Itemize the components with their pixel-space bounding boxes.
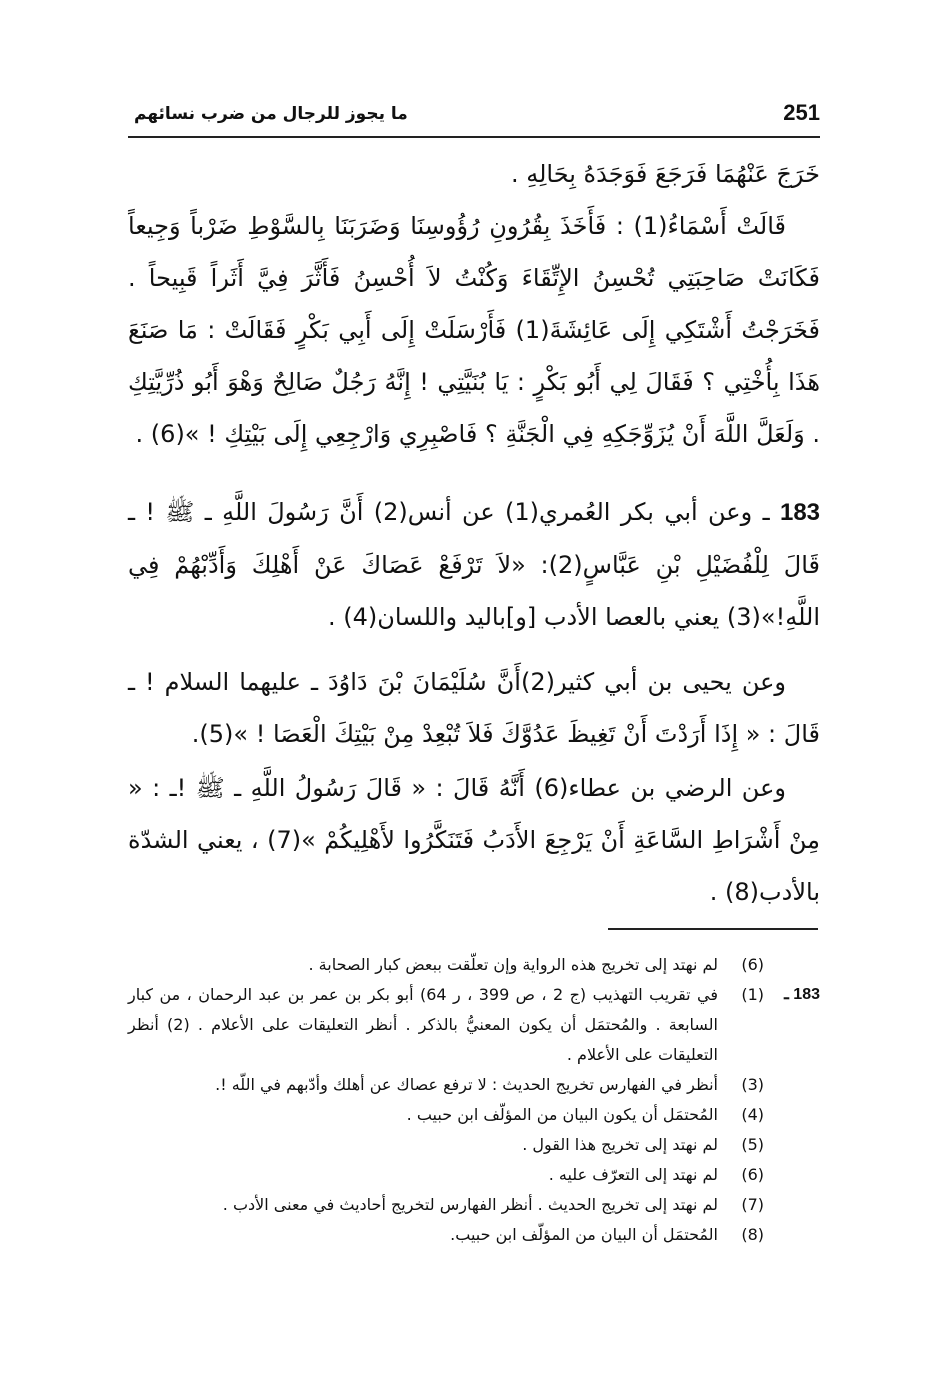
footnote-row [128,1100,820,1130]
footnote-row [128,1190,820,1220]
footnote-text: لم نهتد إلى التعرّف عليه . [548,1165,718,1184]
footnote-row [128,1070,820,1100]
footnote-text: في تقريب التهذيب (ج 2 ، ص 399 ، ر 64) أبو بكر بن عمر بن عبد الرحمان ، من كبار السابعة . والمُحتمَل أن يكون المعنيُّ بالذكر . أنظر التعليقات على الأعلام . (2) أنظر التعليقات على الأعلام . [128,985,719,1064]
hadith-number: 183 [779,499,821,526]
footnote-row [128,1160,820,1190]
footnote-text: أنظر في الفهارس تخريج الحديث : لا ترفع عصاك عن أهلك وأدّبهم في اللّه !. [215,1075,718,1094]
footnote-number: (6) [741,1165,764,1184]
footnote-group: 183 ـ [784,986,820,1003]
footnote-text: لم نهتد إلى تخريج هذه الرواية وإن تعلّقت ببعض كبار الصحابة . [308,955,718,974]
footnote-number: (6) [741,955,764,974]
page-header [128,96,820,138]
footnote-row [128,950,820,980]
footnote-text: المُحتمَل أن يكون البيان من المؤلّف ابن حبيب . [406,1105,718,1124]
asma-paragraph: قَالَتْ أَسْمَاءُ(1) : فَأَخَذَ بِقُرُونِ رُؤُوسِنَا وَضَرَبَنَا بِالسَّوْطِ ضَرْباً وَجِيعاً فَكَانَتْ صَاحِبَتِي تُحْسِنُ الإِتِّقَاءَ وَكُنْتُ لاَ أُحْسِنُ فَأَثَّرَ فِيَّ أَثَراً قَبِيحاً . فَخَرَجْتُ أَشْتَكِي إِلَى عَائِشَةَ(1) فَأَرْسَلَتْ إِلَى أَبِي بَكْرٍ فَقَالَتْ : مَا صَنَعَ هَذَا بِأُخْتِي ؟ فَقَالَ لِي أَبُو بَكْرٍ : يَا بُنَيَّتِي ! إِنَّهُ رَجُلٌ صَالِحٌ وَهْوَ أَبُو ذُرِّيَّتِكِ . وَلَعَلَّ اللَّهَ أَنْ يُزَوِّجَكِهِ فِي الْجَنَّةِ ؟ فَاصْبِرِي وَارْجِعِي إِلَى بَيْتِكِ ! »(6) . [128,212,820,448]
footnote-text: لم نهتد إلى تخريج الحديث . أنظر الفهارس لتخريج أحاديث في معنى الأدب . [222,1195,718,1214]
footnote-text: المُحتمَل أن البيان من المؤلّف ابن حبيب. [450,1225,718,1244]
footnote-row [128,1220,820,1250]
footnote-row [128,980,820,1070]
footnote-number: (7) [741,1195,764,1214]
footnote-number: (5) [741,1135,764,1154]
footnote-row [128,1130,820,1160]
continuation-line: خَرَجَ عَنْهُمَا فَرَجَعَ فَوَجَدَهُ بِحَالِهِ . [510,160,820,188]
ridi-paragraph: وعن الرضي بن عطاء(6) أَنَّهُ قَالَ : « قَالَ رَسُولُ اللَّهِ ـ ﷺ !ـ : « مِنْ أَشْرَاطِ السَّاعَةِ أَنْ يَرْجِعَ الأَدَبُ فَتَنَكَّرُوا لأَهْلِيكُمْ »(7) ، يعني الشدّة بالأدب(8) . [128,774,821,906]
footnote-text: لم نهتد إلى تخريج هذا القول . [522,1135,718,1154]
hadith-183-paragraph [128,486,820,643]
footnotes [128,950,820,1250]
running-title: ما يجوز للرجال من ضرب نسائهم [134,104,408,124]
yahya-paragraph: وعن يحيى بن أبي كثير(2)أَنَّ سُلَيْمَانَ بْنَ دَاوُدَ ـ عليهما السلام ! ـ قَالَ : « إِذَا أَرَدْتَ أَنْ تَغِيظَ عَدُوَّكَ فَلاَ تُبْعِدْ مِنْ بَيْتِكَ الْعَصَا ! »(5). [128,668,820,748]
footnote-number: (1) [741,985,764,1004]
footnote-number: (8) [741,1225,764,1244]
footnote-number: (4) [741,1105,764,1124]
hadith-183-text: ـ وعن أبي بكر العُمري(1) عن أنس(2) أَنَّ رَسُولَ اللَّهِ ـ ﷺ ! ـ قَالَ لِلْفُضَيْلِ بْنِ عَبَّاسٍ(2): «لاَ تَرْفَعْ عَصَاكَ عَنْ أَهْلِكَ وَأَدِّبْهُمْ فِي اللَّهِ!»(3) يعني بالعصا الأدب [و]باليد واللسان(4) . [128,498,820,631]
page-number: 251 [783,100,820,125]
footnote-number: (3) [741,1075,764,1094]
footnote-divider [608,928,818,930]
